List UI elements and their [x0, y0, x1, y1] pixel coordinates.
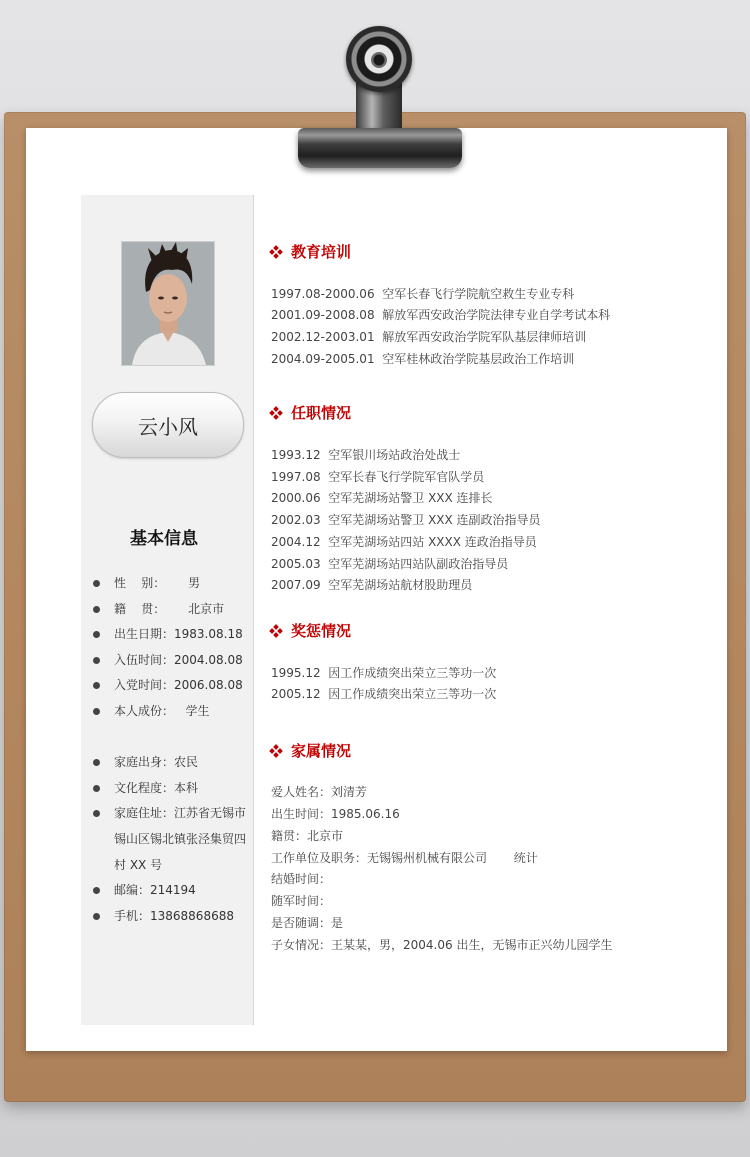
profile-photo — [121, 241, 215, 366]
bullet-icon — [93, 631, 100, 638]
education-line: 2004.09-2005.01 空军桂林政治学院基层政治工作培训 — [271, 352, 575, 366]
family-line: 出生时间：1985.06.16 — [271, 807, 400, 821]
section-title-awards: 奖惩情况 — [270, 620, 351, 641]
family-line: 工作单位及职务：无锡锡州机械有限公司 统计 — [271, 851, 538, 865]
portrait-image — [122, 242, 214, 365]
bullet-icon — [93, 682, 100, 689]
bullet-icon — [93, 913, 100, 920]
education-line: 2002.12-2003.01 解放军西安政治学院军队基层律师培训 — [271, 330, 587, 344]
bullet-icon — [93, 887, 100, 894]
award-line: 2005.12 因工作成绩突出荣立三等功一次 — [271, 687, 497, 701]
bullet-icon — [93, 708, 100, 715]
family-line: 子女情况：王某某，男，2004.06 出生，无锡市正兴幼儿园学生 — [271, 938, 613, 952]
clipboard-clip — [298, 128, 462, 168]
family-line: 随军时间： — [271, 894, 332, 908]
family-line: 籍贯：北京市 — [271, 829, 344, 843]
education-line: 2001.09-2008.08 解放军西安政治学院法律专业自学考试本科 — [271, 308, 611, 322]
basic-info-title: 基本信息 — [130, 529, 198, 549]
family-line: 是否随调：是 — [271, 916, 344, 930]
position-line: 2000.06 空军芜湖场站警卫 XXX 连排长 — [271, 491, 493, 505]
diamond-bullet-icon — [270, 625, 282, 637]
section-title-positions: 任职情况 — [270, 402, 351, 423]
family-line: 爱人姓名：刘清芳 — [271, 785, 368, 799]
diamond-bullet-icon — [270, 246, 282, 258]
education-line: 1997.08-2000.06 空军长春飞行学院航空救生专业专科 — [271, 287, 575, 301]
section-title-family: 家属情况 — [270, 740, 351, 761]
diamond-bullet-icon — [270, 407, 282, 419]
position-line: 2004.12 空军芜湖场站四站 XXXX 连政治指导员 — [271, 535, 537, 549]
bullet-icon — [93, 759, 100, 766]
position-line: 1993.12 空军银川场站政治处战士 — [271, 448, 461, 462]
diamond-bullet-icon — [270, 745, 282, 757]
section-title-education: 教育培训 — [270, 241, 351, 262]
bullet-icon — [93, 810, 100, 817]
name-badge: 云小风 — [92, 392, 244, 458]
clip-hole-icon — [371, 52, 387, 68]
position-line: 1997.08 空军长春飞行学院军官队学员 — [271, 470, 485, 484]
position-line: 2005.03 空军芜湖场站四站队副政治指导员 — [271, 557, 509, 571]
bullet-icon — [93, 606, 100, 613]
bullet-icon — [93, 580, 100, 587]
position-line: 2007.09 空军芜湖场站航材股助理员 — [271, 578, 473, 592]
award-line: 1995.12 因工作成绩突出荣立三等功一次 — [271, 666, 497, 680]
family-line: 结婚时间： — [271, 872, 332, 886]
bullet-icon — [93, 657, 100, 664]
position-line: 2002.03 空军芜湖场站警卫 XXX 连副政治指导员 — [271, 513, 541, 527]
bullet-icon — [93, 785, 100, 792]
